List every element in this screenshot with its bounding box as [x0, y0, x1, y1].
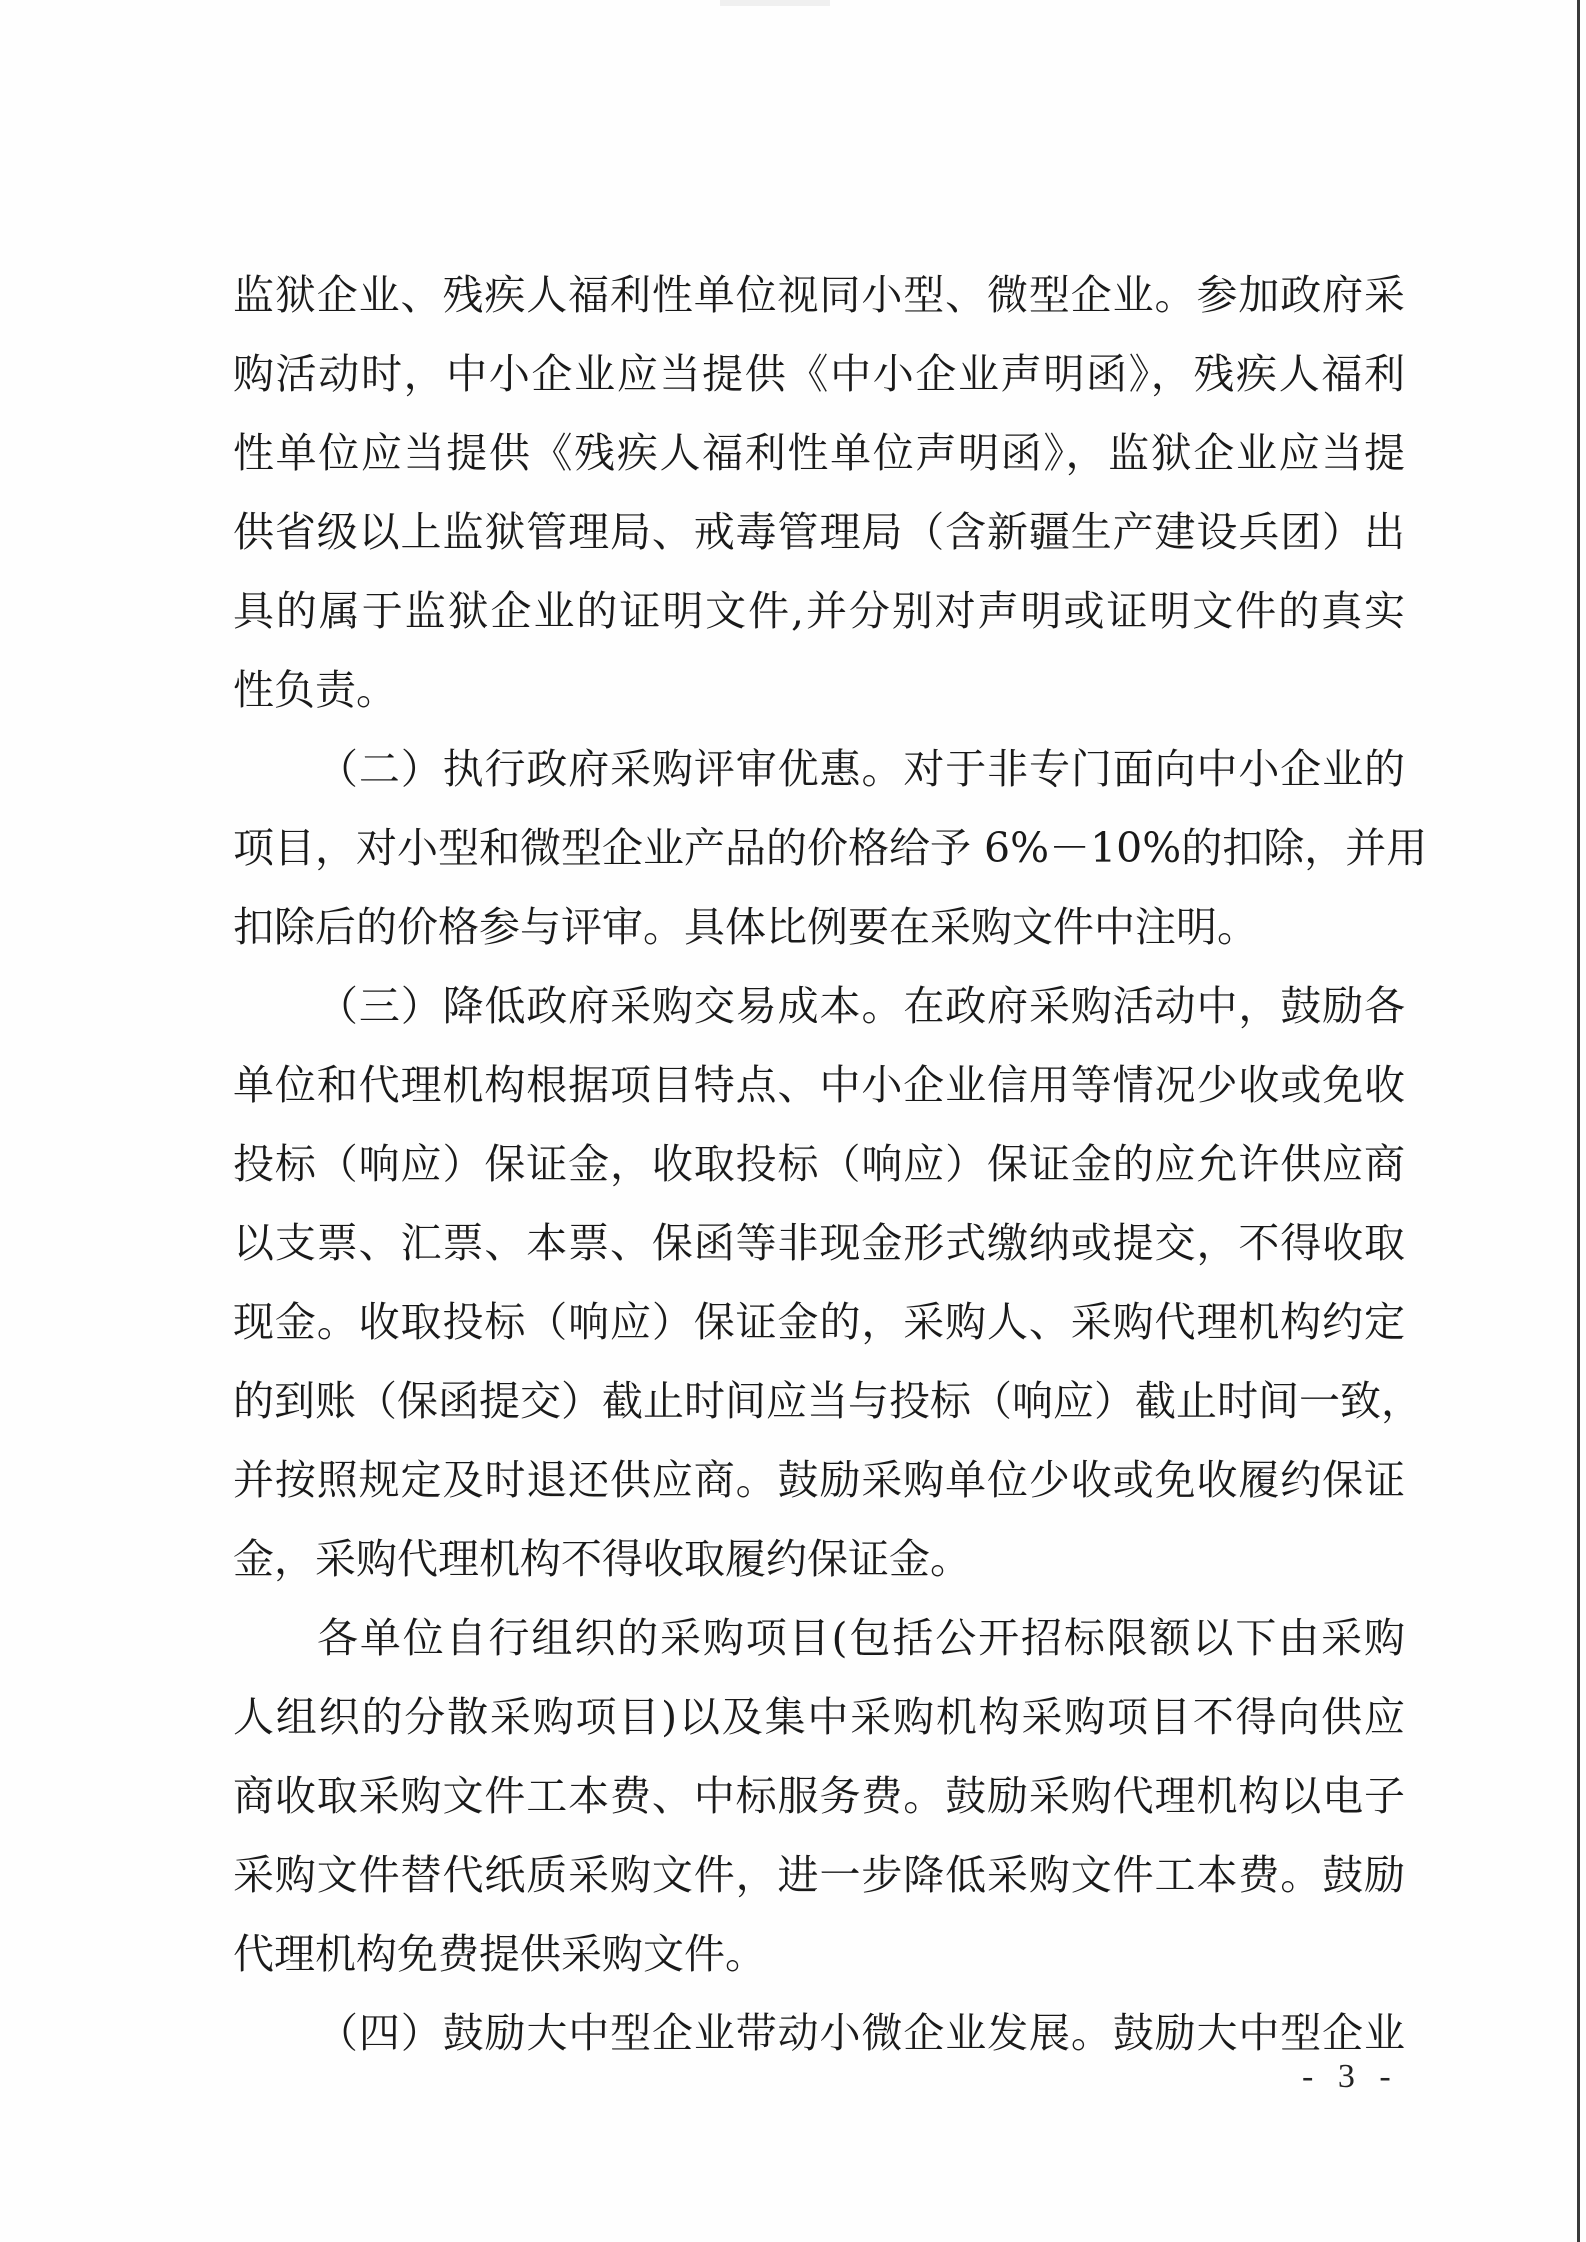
text-line: 代理机构免费提供采购文件。 [233, 1930, 766, 1978]
text-line: 投标（响应）保证金，收取投标（响应）保证金的应允许供应商 [233, 1140, 1405, 1188]
body-text [233, 256, 1428, 2073]
section-heading-line: （四）鼓励大中型企业带动小微企业发展。鼓励大中型企业 [317, 2009, 1405, 2057]
text-line: 并按照规定及时退还供应商。鼓励采购单位少收或免收履约保证 [233, 1456, 1405, 1504]
text-line: 监狱企业、残疾人福利性单位视同小型、微型企业。参加政府采 [233, 271, 1405, 319]
text-line: 性单位应当提供《残疾人福利性单位声明函》，监狱企业应当提 [233, 429, 1405, 477]
text-line: 各单位自行组织的采购项目(包括公开招标限额以下由采购 [317, 1614, 1405, 1662]
scan-edge-line [1577, 0, 1580, 2242]
text-line: 供省级以上监狱管理局、戒毒管理局（含新疆生产建设兵团）出 [233, 508, 1405, 556]
section-heading-line: （三）降低政府采购交易成本。在政府采购活动中，鼓励各 [317, 982, 1405, 1030]
text-line: 具的属于监狱企业的证明文件,并分别对声明或证明文件的真实 [233, 587, 1405, 635]
text-line: 采购文件替代纸质采购文件，进一步降低采购文件工本费。鼓励 [233, 1851, 1405, 1899]
text-line: 人组织的分散采购项目)以及集中采购机构采购项目不得向供应 [233, 1693, 1405, 1741]
paragraph-2-review-preference [233, 730, 1428, 967]
text-line: 以支票、汇票、本票、保函等非现金形式缴纳或提交，不得收取 [233, 1219, 1405, 1267]
text-line: 单位和代理机构根据项目特点、中小企业信用等情况少收或免收 [233, 1061, 1405, 1109]
text-line: 的到账（保函提交）截止时间应当与投标（响应）截止时间一致， [233, 1377, 1422, 1425]
paragraph-3-reduce-costs [233, 967, 1422, 1599]
section-heading-line: （二）执行政府采购评审优惠。对于非专门面向中小企业的 [317, 745, 1405, 793]
text-line: 商收取采购文件工本费、中标服务费。鼓励采购代理机构以电子 [233, 1772, 1405, 1820]
text-line: 金，采购代理机构不得收取履约保证金。 [233, 1535, 971, 1583]
text-line: 项目，对小型和微型企业产品的价格给予 6%－10%的扣除，并用 [233, 824, 1428, 872]
paragraph-4-document-fees [233, 1599, 1405, 1994]
paragraph-5-large-enterprises [233, 1994, 1405, 2073]
scan-mark [720, 0, 830, 6]
text-line: 现金。收取投标（响应）保证金的，采购人、采购代理机构约定 [233, 1298, 1405, 1346]
text-line: 扣除后的价格参与评审。具体比例要在采购文件中注明。 [233, 903, 1258, 951]
page-number: - 3 - [1302, 2058, 1399, 2095]
text-line: 性负责。 [233, 666, 397, 714]
paragraph-1 [233, 256, 1405, 730]
text-line: 购活动时，中小企业应当提供《中小企业声明函》，残疾人福利 [233, 350, 1405, 398]
